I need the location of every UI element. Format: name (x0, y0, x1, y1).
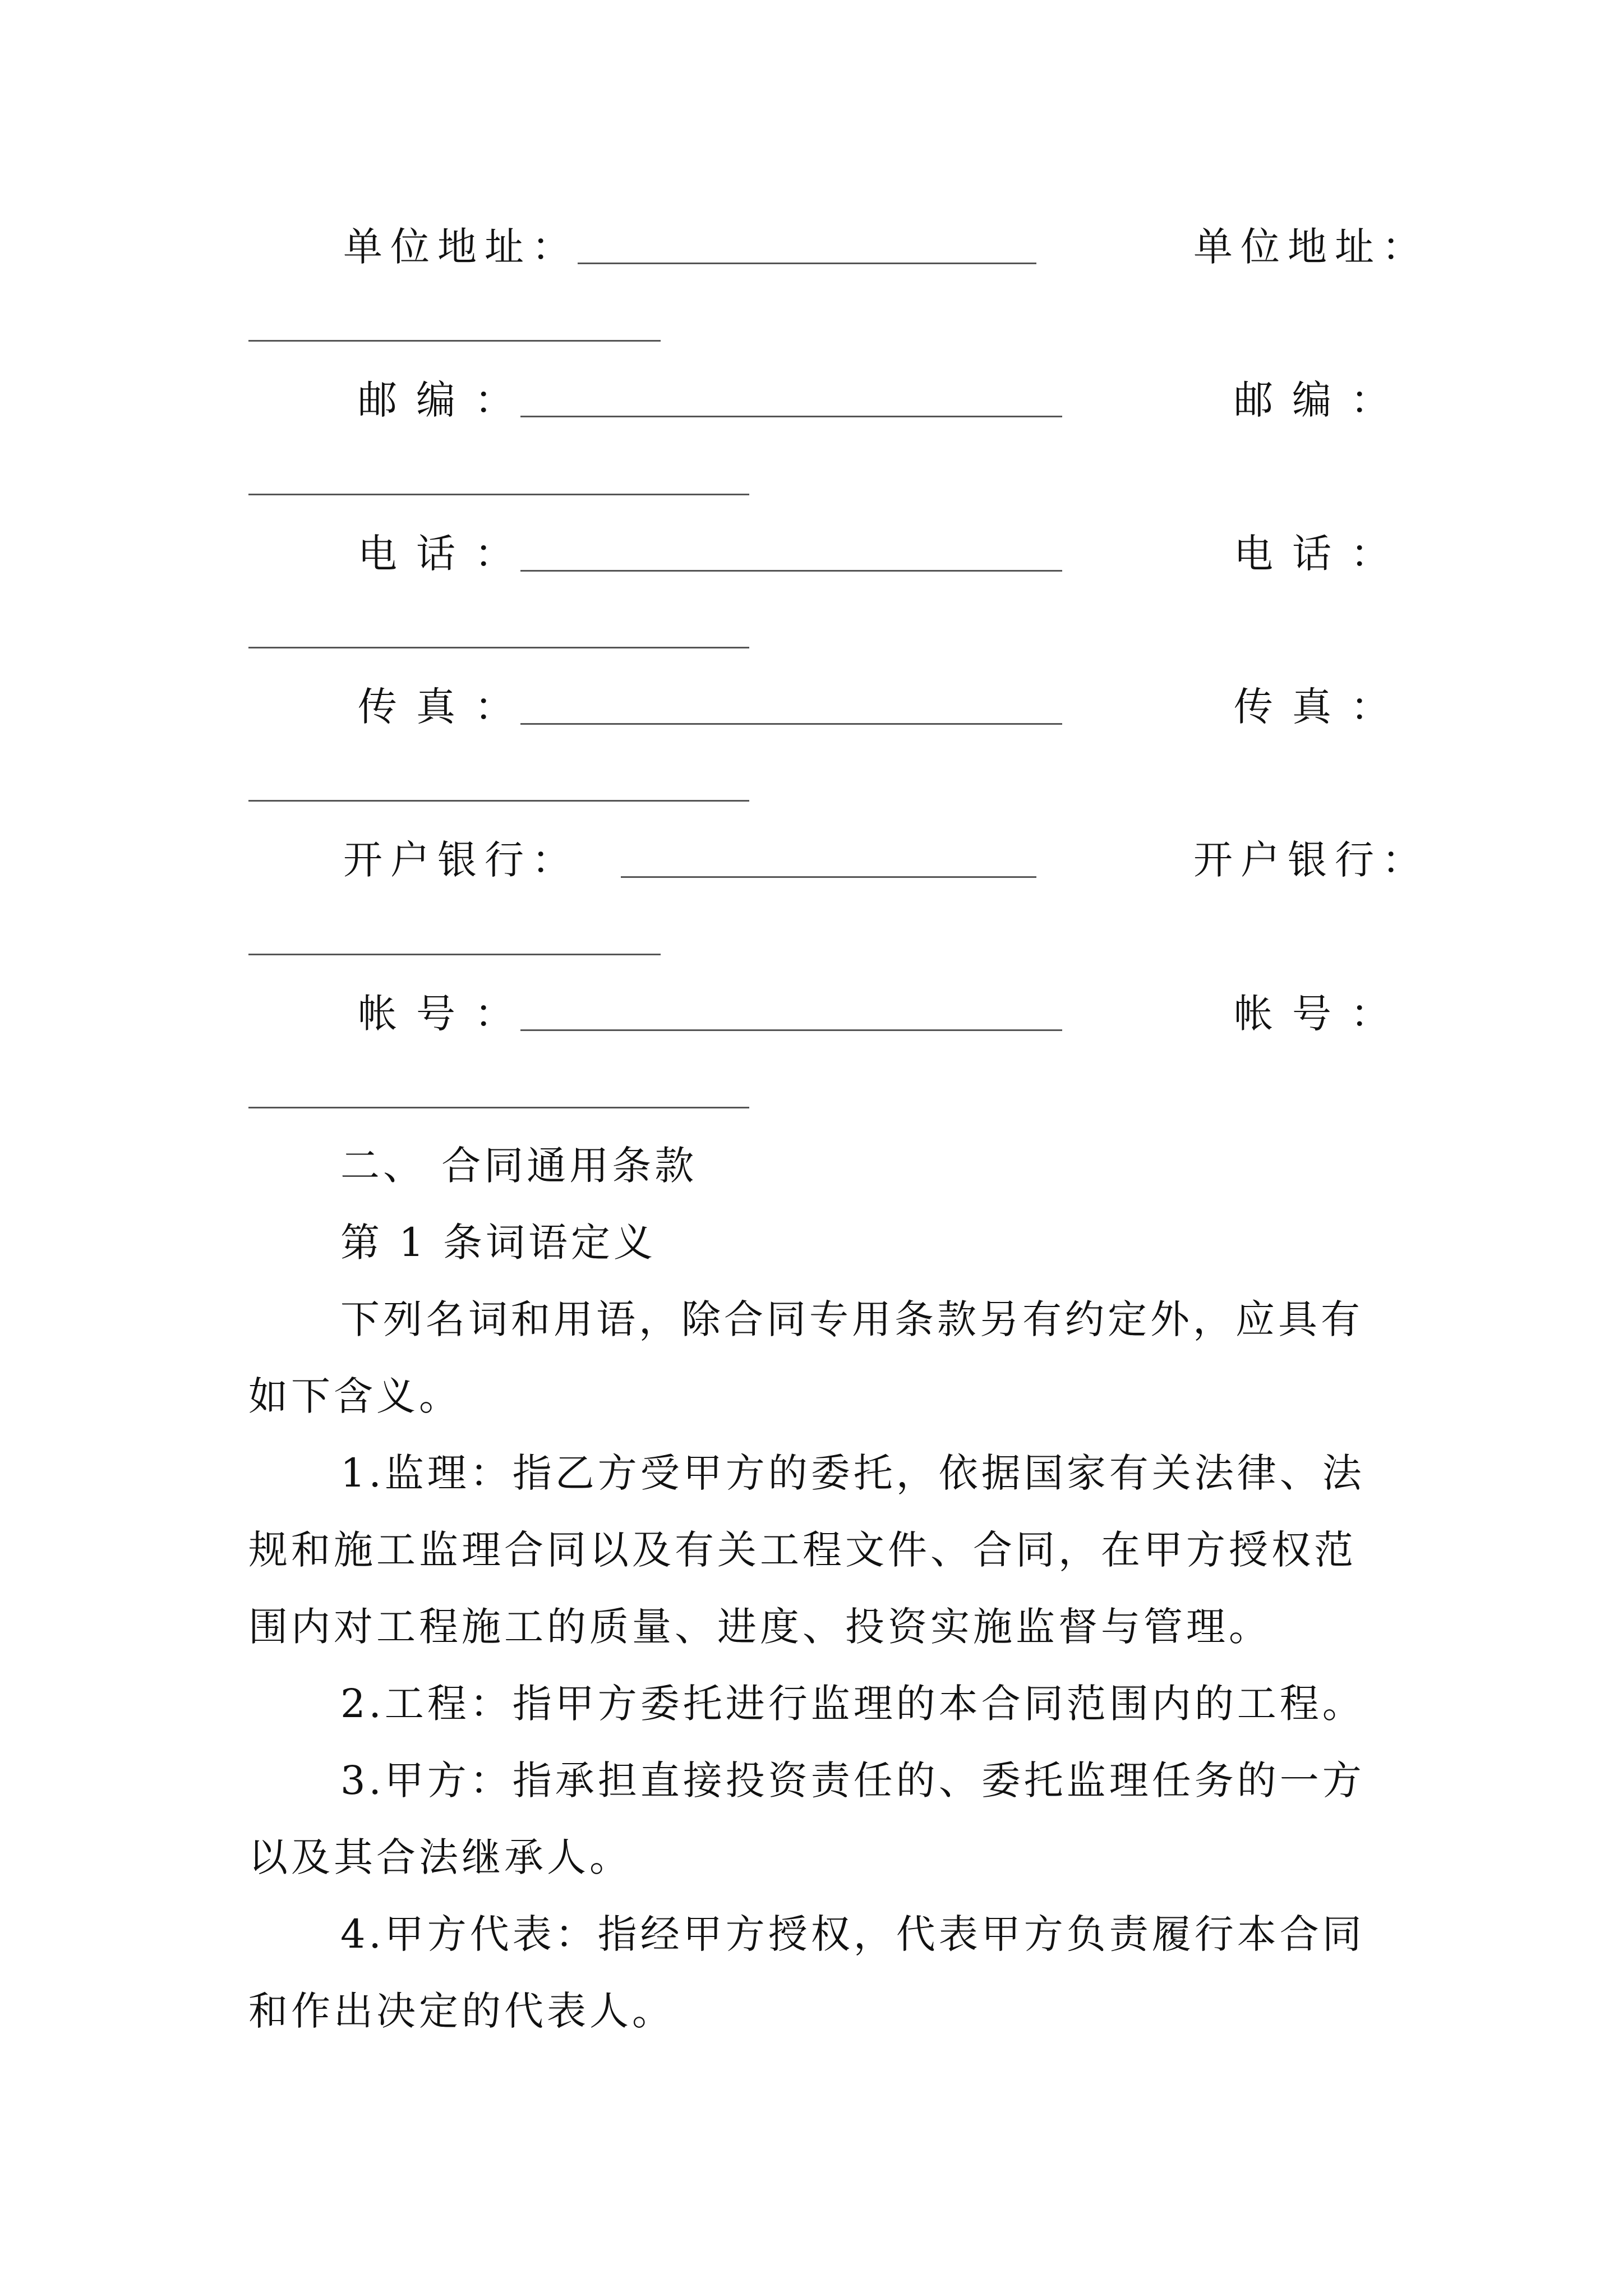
right-account-field[interactable] (248, 1107, 749, 1108)
right-postcode-field[interactable] (248, 494, 749, 495)
right-address-label: 单位地址： (1193, 224, 1429, 270)
right-phone-label: 电话： (1234, 531, 1409, 577)
left-postcode-label: 邮编： (358, 377, 533, 423)
left-fax-field[interactable] (520, 723, 1062, 725)
right-fax-field[interactable] (248, 800, 749, 802)
right-bank-label: 开户银行： (1193, 837, 1429, 883)
intro-paragraph: 下列名词和用语，除合同专用条款另有约定外，应具有如下含义。 (248, 1296, 1363, 1419)
right-address-field[interactable] (248, 340, 661, 342)
left-postcode-field[interactable] (520, 416, 1062, 417)
right-bank-field[interactable] (248, 954, 661, 955)
left-bank-field[interactable] (621, 876, 1036, 878)
right-account-label: 帐号： (1234, 991, 1409, 1037)
definition-item: 4.甲方代表：指经甲方授权，代表甲方负责履行本合同和作出决定的代表人。 (248, 1911, 1365, 2034)
definition-item: 1.监理：指乙方受甲方的委托，依据国家有关法律、法规和施工监理合同以及有关工程文件、合同，在甲方授权范围内对工程施工的质量、进度、投资实施监督与管理。 (248, 1450, 1365, 1650)
left-address-field[interactable] (578, 263, 1036, 264)
right-postcode-label: 邮编： (1234, 377, 1409, 423)
section-heading: 二、 合同通用条款 (340, 1143, 698, 1189)
article-heading: 第 1 条词语定义 (340, 1220, 657, 1266)
left-account-field[interactable] (520, 1029, 1062, 1031)
left-account-label: 帐号： (358, 991, 533, 1037)
left-phone-label: 电话： (358, 531, 533, 577)
left-bank-label: 开户银行： (343, 837, 579, 883)
definition-item: 3.甲方：指承担直接投资责任的、委托监理任务的一方以及其合法继承人。 (248, 1757, 1365, 1880)
left-fax-label: 传真： (358, 684, 533, 730)
right-phone-field[interactable] (248, 647, 749, 648)
definition-item: 2.工程：指甲方委托进行监理的本合同范围内的工程。 (340, 1681, 1365, 1727)
right-fax-label: 传真： (1234, 684, 1409, 730)
left-phone-field[interactable] (520, 570, 1062, 572)
left-address-label: 单位地址： (343, 224, 579, 270)
